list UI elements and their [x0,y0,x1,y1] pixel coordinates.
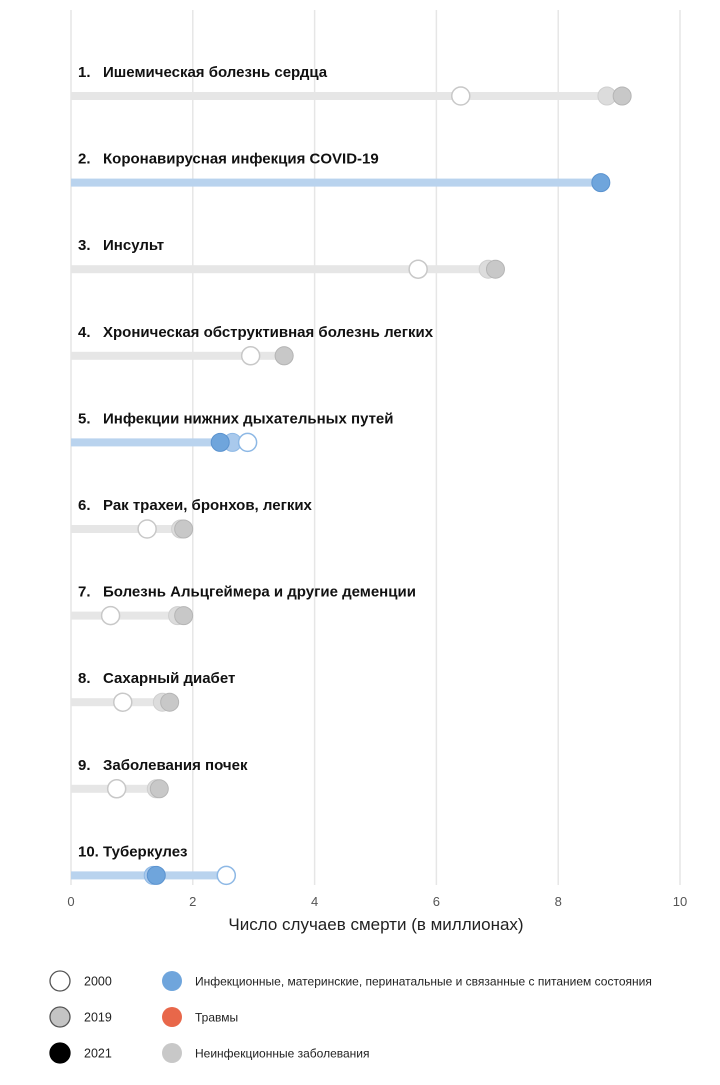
marker-2021 [613,87,631,105]
cause-row [71,151,610,192]
marker-2000 [114,693,132,711]
rows-layer [71,64,631,884]
cause-row [71,584,416,625]
marker-2021 [150,780,168,798]
marker-2021 [161,693,179,711]
x-tick-label: 8 [554,894,562,909]
cause-label: 9. Заболевания почек [78,756,248,774]
legend-category-label: Травмы [195,1010,239,1025]
legend-category-item [162,971,652,991]
cause-label: 6. Рак трахеи, бронхов, легких [78,497,312,514]
cause-bar [71,612,184,620]
cause-bar [71,265,495,273]
cause-label: 1. Ишемическая болезнь сердца [78,64,328,81]
cause-label: 3. Инсульт [78,237,165,255]
x-axis [67,894,687,934]
marker-2021 [147,866,165,884]
x-tick-label: 0 [67,894,75,909]
marker-2021 [175,607,193,625]
legend-year-swatch [50,1007,70,1027]
cause-row [71,64,631,105]
cause-row [71,843,235,884]
marker-2021 [175,520,193,538]
marker-2000 [409,260,427,278]
marker-2000 [452,87,470,105]
cause-label: 5. Инфекции нижних дыхательных путей [78,410,394,428]
cause-row [71,324,434,365]
marker-2000 [102,607,120,625]
legend-category-swatch [162,1007,182,1027]
cause-label: 4. Хроническая обструктивная болезнь легких [78,323,434,341]
legend-category-swatch [162,1043,182,1063]
cause-row [71,757,248,798]
legend-year-label: 2000 [84,974,112,989]
marker-2000 [217,866,235,884]
legend [50,971,652,1063]
x-tick-label: 2 [189,894,197,909]
cause-row [71,237,504,278]
marker-2021 [486,260,504,278]
legend-year-item [50,971,112,991]
grid-layer [71,10,680,885]
cause-bar [71,179,601,187]
marker-2000 [108,780,126,798]
cause-row [71,410,394,451]
cause-bar [71,92,622,100]
marker-2021 [211,433,229,451]
marker-2021 [592,174,610,192]
marker-2000 [242,347,260,365]
cause-label: 2. Коронавирусная инфекция COVID-19 [78,150,379,168]
marker-2000 [138,520,156,538]
legend-category-label: Инфекционные, материнские, перинатальные и связанные с питанием состояния [195,974,652,989]
cause-label: 7. Болезнь Альцгеймера и другие деменции [78,583,416,601]
legend-year-item [50,1043,112,1063]
legend-year-label: 2019 [84,1010,112,1025]
marker-2021 [275,347,293,365]
cause-label: 10. Туберкулез [78,843,188,861]
legend-year-item [50,1007,112,1027]
legend-category-label: Неинфекционные заболевания [195,1046,370,1061]
legend-category-item [162,1007,238,1027]
cause-label: 8. Сахарный диабет [78,670,236,688]
legend-year-swatch [50,971,70,991]
legend-year-label: 2021 [84,1046,112,1061]
legend-category-swatch [162,971,182,991]
cause-row [71,497,313,538]
legend-category-item [162,1043,369,1063]
marker-2000 [239,433,257,451]
x-axis-title: Число случаев смерти (в миллионах) [228,915,524,934]
legend-year-swatch [50,1043,70,1063]
x-tick-label: 4 [310,894,319,909]
cause-bar [71,525,184,533]
x-tick-label: 10 [672,894,688,909]
x-tick-label: 6 [432,894,441,909]
cause-row [71,670,235,711]
